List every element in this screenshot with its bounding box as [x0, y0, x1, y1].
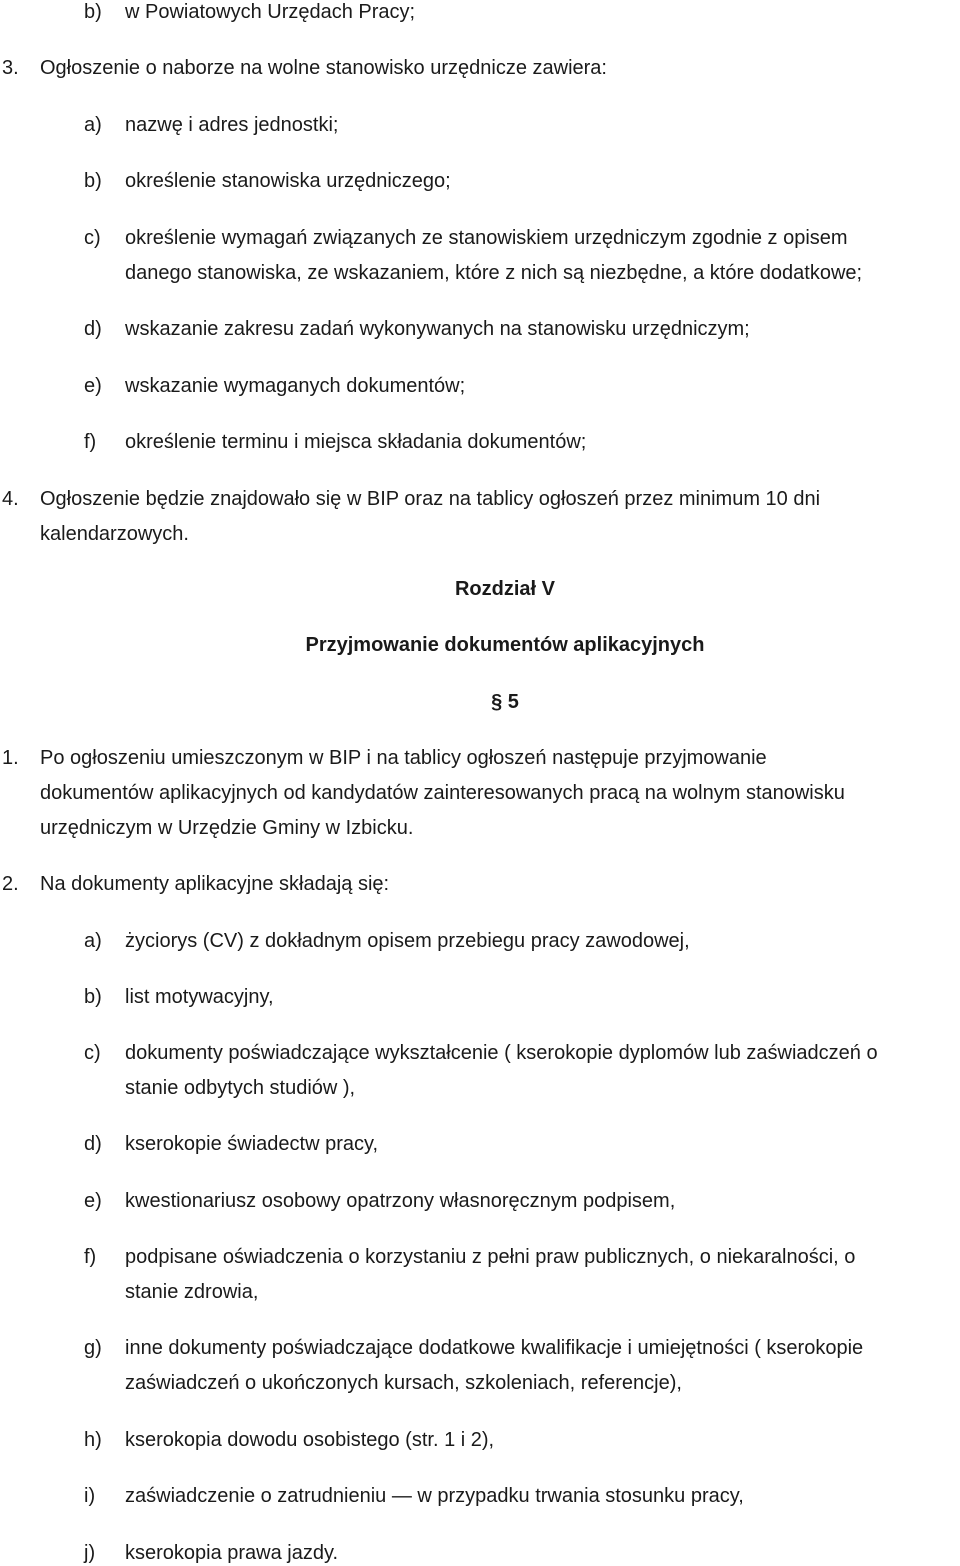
text-line: urzędniczym w Urzędzie Gminy w Izbicku. — [40, 817, 414, 839]
text-line: dokumentów aplikacyjnych od kandydatów zainteresowanych pracą na wolnym stanowisku — [40, 782, 845, 804]
text-line: kserokopie świadectw pracy, — [125, 1133, 379, 1155]
section-heading: § 5 — [491, 691, 519, 713]
text-line: podpisane oświadczenia o korzystaniu z pełni praw publicznych, o niekaralności, o — [125, 1246, 856, 1268]
list-marker: d) — [84, 318, 102, 340]
text-line: Ogłoszenie będzie znajdowało się w BIP oraz na tablicy ogłoszeń przez minimum 10 dni — [40, 488, 821, 510]
list-marker: d) — [84, 1133, 102, 1155]
list-marker: b) — [84, 170, 102, 192]
text-line: życiorys (CV) z dokładnym opisem przebiegu pracy zawodowej, — [125, 930, 690, 952]
text-line: list motywacyjny, — [125, 986, 274, 1008]
list-marker: 4. — [2, 488, 19, 510]
text-line: wskazanie wymaganych dokumentów; — [125, 375, 466, 397]
text-line: określenie wymagań związanych ze stanowiskiem urzędniczym zgodnie z opisem — [125, 227, 848, 249]
list-marker: 2. — [2, 873, 19, 895]
text-line: stanie odbytych studiów ), — [125, 1077, 356, 1099]
text-line: wskazanie zakresu zadań wykonywanych na stanowisku urzędniczym; — [125, 318, 750, 340]
text-line: Na dokumenty aplikacyjne składają się: — [40, 873, 390, 895]
text-line: kserokopia dowodu osobistego (str. 1 i 2), — [125, 1429, 495, 1451]
text-line: nazwę i adres jednostki; — [125, 114, 339, 136]
text-line: kserokopia prawa jazdy. — [125, 1542, 339, 1564]
list-marker: h) — [84, 1429, 102, 1451]
list-marker: e) — [84, 1190, 102, 1212]
text-line: danego stanowiska, ze wskazaniem, które z nich są niezbędne, a które dodatkowe; — [125, 262, 863, 284]
text-line: kalendarzowych. — [40, 523, 189, 545]
list-marker: c) — [84, 1042, 101, 1064]
list-marker: e) — [84, 375, 102, 397]
list-marker: g) — [84, 1337, 102, 1359]
list-marker: 3. — [2, 57, 19, 79]
text-line: określenie stanowiska urzędniczego; — [125, 170, 451, 192]
text-line: w Powiatowych Urzędach Pracy; — [125, 1, 416, 23]
text-line: zaświadczeń o ukończonych kursach, szkoleniach, referencje), — [125, 1372, 682, 1394]
list-marker: j) — [84, 1542, 96, 1564]
text-line: zaświadczenie o zatrudnieniu — w przypadku trwania stosunku pracy, — [125, 1485, 744, 1507]
list-marker: i) — [84, 1485, 96, 1507]
list-marker: f) — [84, 1246, 97, 1268]
text-line: dokumenty poświadczające wykształcenie ( kserokopie dyplomów lub zaświadczeń o — [125, 1042, 878, 1064]
list-marker: f) — [84, 431, 97, 453]
text-line: kwestionariusz osobowy opatrzony własnoręcznym podpisem, — [125, 1190, 676, 1212]
section-heading: Przyjmowanie dokumentów aplikacyjnych — [305, 634, 705, 656]
list-marker: b) — [84, 986, 102, 1008]
section-heading: Rozdział V — [454, 578, 555, 600]
list-marker: b) — [84, 1, 102, 23]
list-marker: a) — [84, 930, 102, 952]
list-marker: c) — [84, 227, 101, 249]
text-line: stanie zdrowia, — [125, 1281, 259, 1303]
text-line: inne dokumenty poświadczające dodatkowe kwalifikacje i umiejętności ( kserokopie — [125, 1337, 864, 1359]
text-line: Po ogłoszeniu umieszczonym w BIP i na tablicy ogłoszeń następuje przyjmowanie — [40, 747, 767, 769]
text-line: określenie terminu i miejsca składania dokumentów; — [125, 431, 587, 453]
text-line: Ogłoszenie o naborze na wolne stanowisko urzędnicze zawiera: — [40, 57, 607, 79]
list-marker: a) — [84, 114, 102, 136]
list-marker: 1. — [2, 747, 19, 769]
